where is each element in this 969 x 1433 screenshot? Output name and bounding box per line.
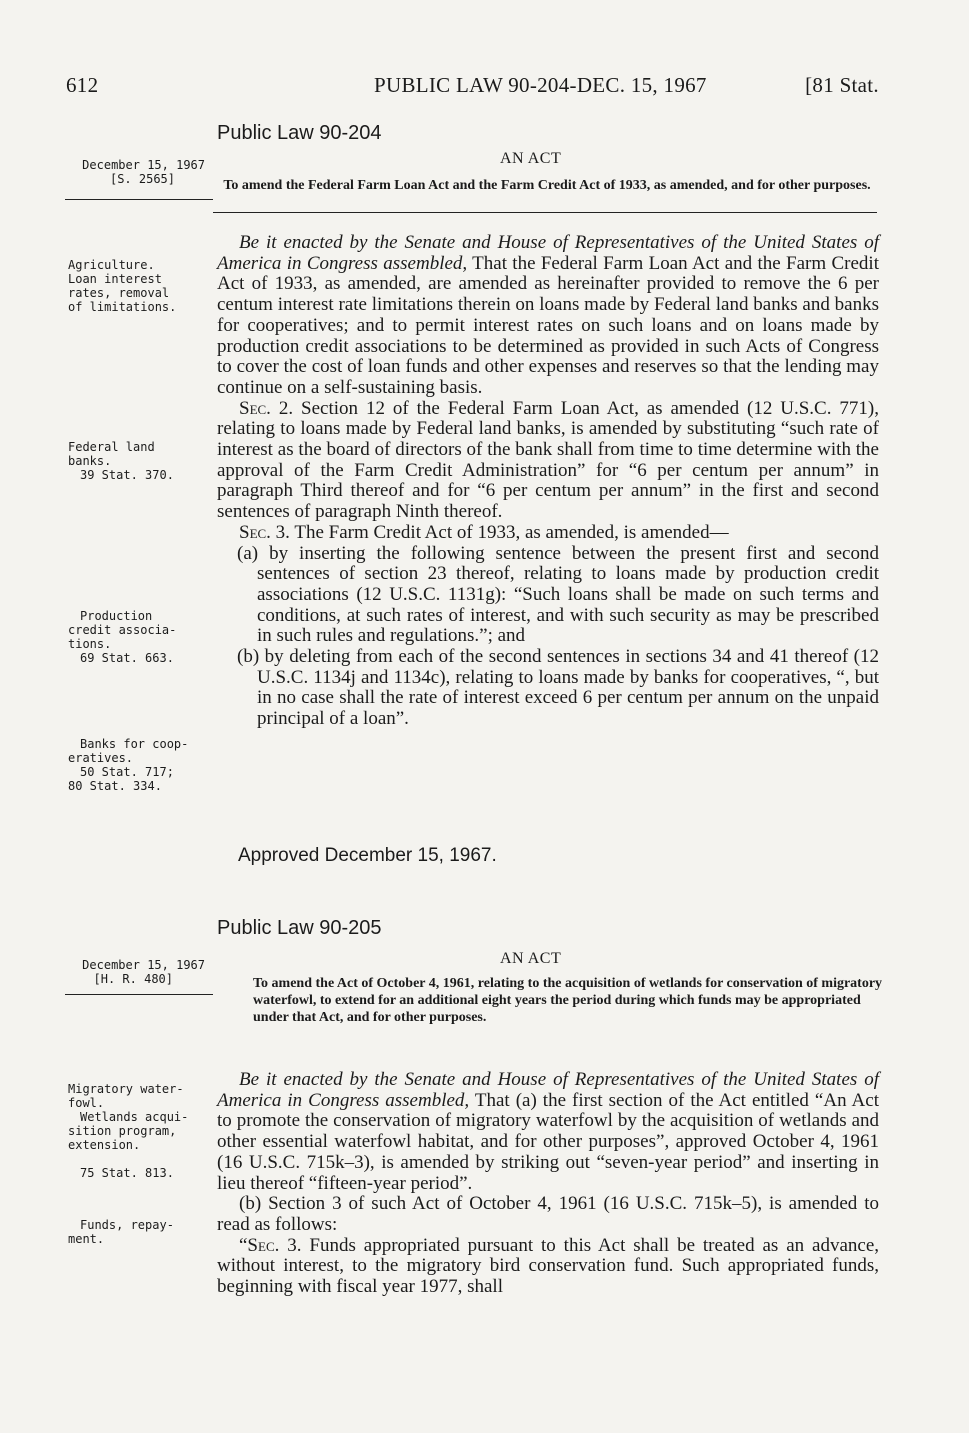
section-1 (217, 233, 879, 399)
margin-note-line: Loan interest (68, 272, 162, 286)
section-3-text: The Farm Credit Act of 1933, as amended, is amended— (289, 521, 729, 543)
section-label: Sec. 3. (239, 521, 290, 543)
margin-note-line: Federal land (68, 440, 155, 454)
margin-note-line: Banks for coop- (80, 737, 189, 751)
margin-note (68, 1218, 248, 1246)
section-label: “Sec. 3. (239, 1234, 302, 1256)
section-3b: (b) by deleting from each of the second sentences in sections 34 and 41 thereof (12 U.S.C. 1134j and 1134c), relating to loans made by banks for cooperatives, “, but in no case shall the rate of interest exceed 6 per centum per annum on the unpaid principal of a loan”. (237, 646, 879, 730)
quoted-section-3 (217, 1236, 879, 1298)
margin-note-line: sition program, (68, 1124, 177, 1138)
section-label: Sec. 2. (239, 397, 294, 419)
enacting-clause: Be it enacted by the Senate and House of Representatives of the United States of America in Congress assembled, (217, 1069, 879, 1111)
margin-note (68, 1082, 248, 1180)
margin-note (68, 609, 248, 665)
section-2-text: Section 12 of the Federal Farm Loan Act, as amended (12 U.S.C. 771), relating to loans made by Federal land banks, is amended by substituting “such rate of interest as the board of directors of the bank shall from time to time determine with the approval of the Farm Credit Administration” for “6 per centum per annum” in paragraph Third thereof and for “6 per centum per annum” in the first and second sentences of paragraph Ninth thereof. (217, 397, 879, 523)
act-label: AN ACT (500, 150, 562, 167)
law1-body (217, 233, 879, 730)
margin-note-line: of limitations. (68, 300, 177, 314)
margin-note-line: fowl. (68, 1096, 105, 1110)
page-number: 612 (66, 73, 99, 97)
enactment-date (30, 158, 205, 186)
section-1 (217, 1070, 879, 1194)
margin-note-line: Funds, repay- (80, 1218, 174, 1232)
law2-body (217, 1070, 879, 1298)
enactment-date (30, 958, 205, 986)
law-title: Public Law 90-204 (217, 122, 382, 144)
margin-note-line: ment. (68, 1232, 105, 1246)
margin-note-line: 69 Stat. 663. (80, 651, 174, 665)
section-3a: (a) by inserting the following sentence between the present first and second sentences of section 23 thereof, relating to loans made by production credit associations (12 U.S.C. 1131g): “Such loans shall be made on such terms and conditions, at such rates of interest, and with such security as may be prescribed in such rules and regulations.”; and (237, 542, 879, 647)
margin-note-line: Production (80, 609, 153, 623)
margin-rule (65, 199, 213, 200)
act-purpose: To amend the Act of October 4, 1961, relating to the acquisition of wetlands for conservation of migratory waterfowl, to extend for an additional eight years the period during which funds may be appropriated under that Act, and for other purposes. (253, 976, 883, 1025)
enactment-date-text: December 15, 1967 (82, 158, 205, 172)
margin-note-line: banks. (68, 454, 112, 468)
act-label: AN ACT (500, 950, 562, 967)
margin-note-line: extension. (68, 1138, 141, 1152)
margin-note-line: Migratory water- (68, 1082, 184, 1096)
margin-note-line: 75 Stat. 813. (80, 1166, 174, 1180)
section-1-text: That (a) the first section of the Act entitled “An Act to promote the conservation of migratory waterfowl by the acquisition of wetlands and other essential waterfowl habitat, and for other purposes”, approved October 4, 1961 (16 U.S.C. 715k–3), is amended by striking out “seven-year period” and inserting in lieu thereof “fifteen-year period”. (217, 1089, 879, 1194)
enacting-clause: Be it enacted by the Senate and House of Representatives of the United States of America in Congress assembled, (217, 232, 879, 274)
margin-note-line: 80 Stat. 334. (68, 779, 162, 793)
margin-note-line: tions. (68, 637, 112, 651)
act-purpose: To amend the Federal Farm Loan Act and the Farm Credit Act of 1933, as amended, and for other purposes. (223, 178, 871, 193)
bill-number: [S. 2565] (109, 172, 175, 186)
running-header (66, 73, 879, 103)
margin-rule (65, 994, 213, 995)
margin-note (68, 737, 248, 793)
margin-note-line: Wetlands acqui- (80, 1110, 189, 1124)
margin-note (68, 440, 248, 482)
margin-note-line: 50 Stat. 717; (80, 765, 174, 779)
quoted-section-3-text: Funds appropriated pursuant to this Act shall be treated as an advance, without interest, to the migratory bird conservation fund. Such appropriated funds, beginning with fiscal year 1977, shall (217, 1234, 879, 1298)
margin-note-line: credit associa- (68, 623, 177, 637)
purpose-rule (213, 212, 877, 213)
law-title: Public Law 90-205 (217, 917, 382, 939)
section-2 (217, 399, 879, 523)
section-3 (217, 523, 879, 544)
running-title: PUBLIC LAW 90-204-DEC. 15, 1967 (374, 73, 707, 97)
approval-line: Approved December 15, 1967. (238, 845, 497, 866)
bill-number: [H. R. 480] (93, 972, 173, 986)
enactment-date-text: December 15, 1967 (82, 958, 205, 972)
margin-note-line: eratives. (68, 751, 134, 765)
section-1b: (b) Section 3 of such Act of October 4, 1961 (16 U.S.C. 715k–5), is amended to read as follows: (217, 1193, 879, 1235)
margin-note-line: rates, removal (68, 286, 170, 300)
statute-volume: [81 Stat. (805, 73, 879, 97)
margin-note-line: 39 Stat. 370. (80, 468, 174, 482)
section-1-text: That the Federal Farm Loan Act and the Farm Credit Act of 1933, as amended, are amended as hereinafter provided to remove the 6 per centum interest rate limitations therein on loans made by Federal land banks and banks for cooperatives; and to permit interest rates on such loans and on loans made by production credit associations to be determined as provided in such Acts of Congress to cover the cost of loan funds and other expenses and reserves so that the lending may continue on a self-sustaining basis. (217, 252, 879, 398)
margin-note-line: Agriculture. (68, 258, 155, 272)
